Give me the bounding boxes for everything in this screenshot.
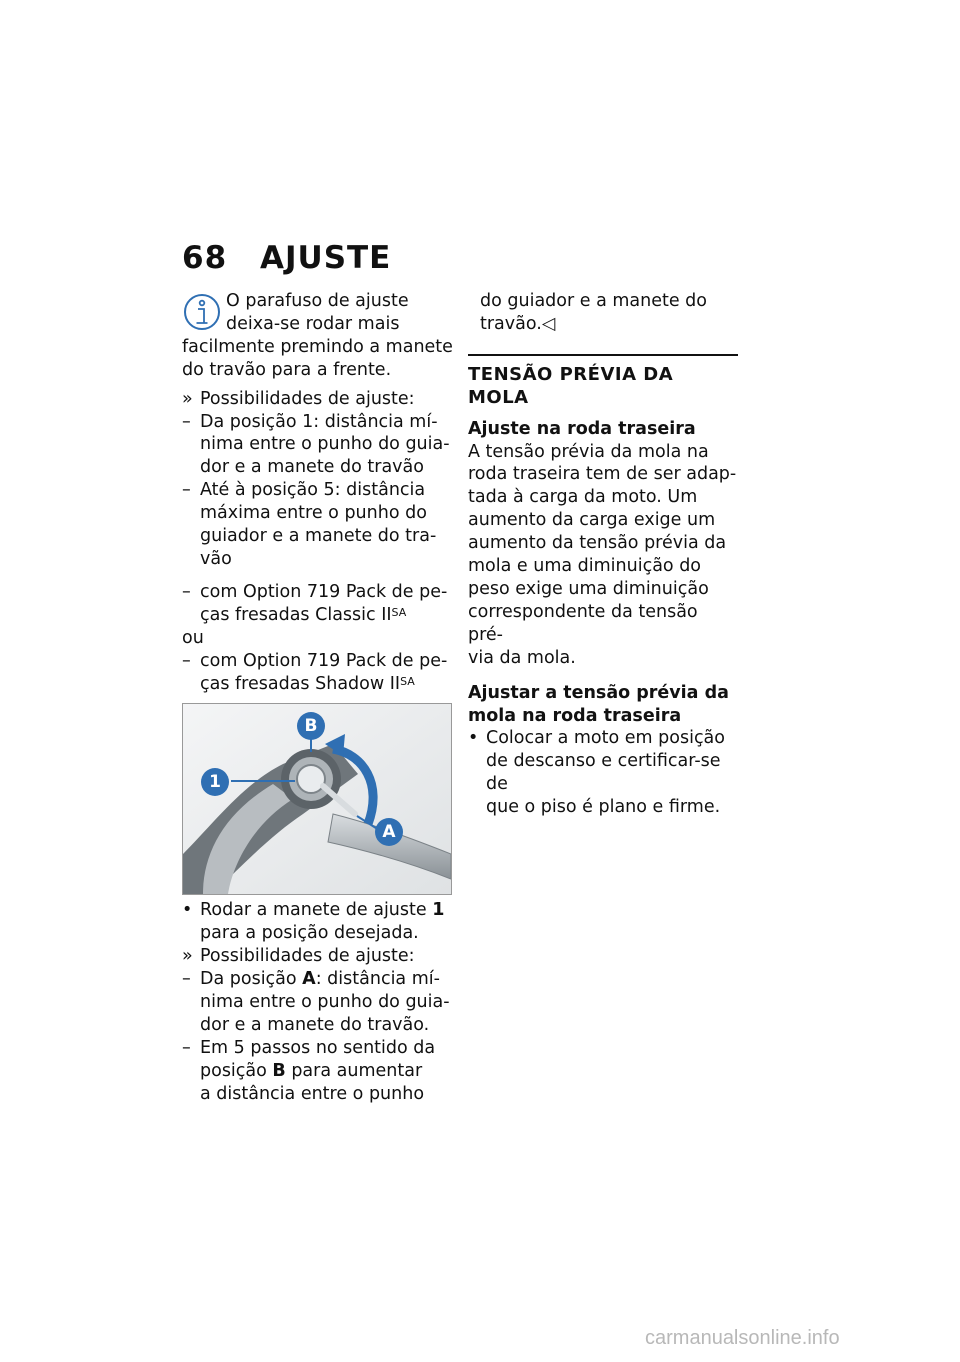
note-line: do travão para a frente. (182, 359, 392, 380)
option-condition-shadow: – com Option 719 Pack de pe- ças fresadas Shadow $II^{SA}$ (182, 650, 448, 694)
sa-superscript: SA (400, 674, 415, 688)
info-note (182, 290, 454, 382)
result-marker: » (182, 946, 193, 967)
page-header (182, 240, 391, 276)
sa-superscript: SA (391, 605, 407, 619)
option-max-distance: – Até à posição 5: distância máxima entre o punho do guiador e a manete do tra- vão (182, 480, 437, 569)
figure-label-one: 1 (201, 768, 229, 796)
left-column (182, 290, 454, 1106)
bullet-marker: • (182, 900, 193, 921)
result-marker: » (182, 388, 193, 409)
continued-text: do guiador e a manete do travão.◁ (480, 291, 707, 334)
dash-marker: – (182, 1037, 191, 1058)
or-text: ou (182, 627, 204, 648)
dash-marker: – (182, 650, 191, 671)
paragraph: A tensão prévia da mola na roda traseira tem de ser adap- tada à carga da moto. Um aumento da carga exige um aumento da tensão prévia da mola e uma diminuição do peso exige uma diminuição correspondente da tensão pré- via da mola. (468, 441, 737, 668)
result-line: » Possibilidades de ajuste: (182, 388, 415, 409)
note-line: facilmente premindo a manete (182, 336, 453, 357)
bullet-marker: • (468, 728, 479, 749)
option-position-a: – Da posição A: distância mí- nima entre o punho do guia- dor e a manete do travão. (182, 969, 450, 1035)
subheading: Ajustar a tensão prévia da mola na roda traseira (468, 682, 729, 726)
dash-marker: – (182, 411, 191, 432)
dash-marker: – (182, 581, 191, 602)
page-title: AJUSTE (260, 240, 392, 276)
figure-label-a: A (375, 818, 403, 846)
section-title: TENSÃO PRÉVIA DA MOLA (468, 363, 674, 408)
watermark: carmanualsonline.info (645, 1327, 840, 1349)
section-spring-preload (468, 354, 738, 819)
brake-lever-figure (182, 703, 452, 895)
option-min-distance: – Da posição 1: distância mí- nima entre o punho do guia- dor e a manete do travão (182, 411, 450, 478)
step-position-bike: • Colocar a moto em posição de descanso e certificar-se de que o piso é plano e firme. (468, 728, 725, 818)
option-condition-classic: – com Option 719 Pack de pe- ças fresadas Classic $II^{SA}$ (182, 581, 448, 625)
note-line: deixa-se rodar mais (226, 313, 400, 334)
figure-label-b: B (297, 712, 325, 740)
end-mark-icon: ◁ (541, 313, 556, 334)
step-rotate-lever: • Rodar a manete de ajuste 1 para a posição desejada. (182, 900, 445, 944)
result-line: » Possibilidades de ajuste: (182, 946, 415, 967)
subheading: Ajuste na roda traseira (468, 418, 696, 439)
page-number: 68 (182, 240, 228, 276)
info-icon (182, 292, 222, 332)
note-line: O parafuso de ajuste (226, 291, 409, 311)
dash-marker: – (182, 969, 191, 990)
option-steps-b: – Em 5 passos no sentido da posição B para aumentar a distância entre o punho (182, 1037, 436, 1104)
dash-marker: – (182, 480, 191, 501)
right-column (468, 290, 738, 819)
